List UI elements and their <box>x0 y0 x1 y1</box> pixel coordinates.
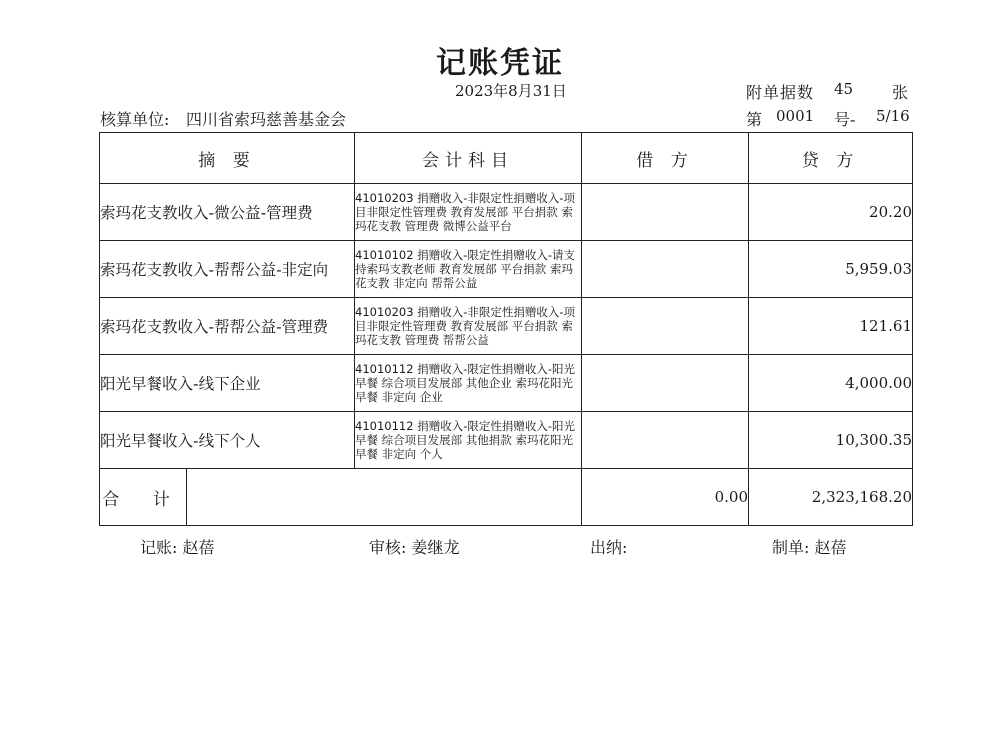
voucher-page: 5/16 <box>876 107 910 125</box>
total-cell <box>100 469 582 526</box>
voucher-number: 0001 <box>776 107 815 125</box>
attachments-unit: 张 <box>892 83 909 102</box>
table-row <box>100 298 913 355</box>
row-credit: 20.20 <box>749 184 913 241</box>
cashier-signature: 出纳: <box>590 538 628 557</box>
row-debit <box>582 184 749 241</box>
voucher-table <box>99 132 913 526</box>
table-row <box>100 412 913 469</box>
row-subject: 41010112 捐赠收入-限定性捐赠收入-阳光早餐 综合项目发展部 其他企业 索玛花阳光早餐 非定向 企业 <box>355 355 582 412</box>
row-debit <box>582 241 749 298</box>
table-row <box>100 355 913 412</box>
attachments-label: 附单据数 <box>746 83 815 102</box>
row-summary: 索玛花支教收入-帮帮公益-管理费 <box>100 298 355 355</box>
header-summary: 摘 要 <box>100 133 355 184</box>
total-credit: 2,323,168.20 <box>749 469 913 526</box>
accounting-unit-value: 四川省索玛慈善基金会 <box>186 110 347 129</box>
accounting-unit-label: 核算单位: <box>100 110 170 129</box>
row-subject: 41010203 捐赠收入-非限定性捐赠收入-项目非限定性管理费 教育发展部 平台捐款 索玛花支教 管理费 微博公益平台 <box>355 184 582 241</box>
row-credit: 121.61 <box>749 298 913 355</box>
reviewer-signature: 审核: 姜继龙 <box>369 538 460 557</box>
voucher-number-suffix: 号- <box>834 110 856 129</box>
header-debit: 借 方 <box>582 133 749 184</box>
header-subject: 会计科目 <box>355 133 582 184</box>
table-header-row <box>100 133 913 184</box>
attachments-count: 45 <box>834 80 854 98</box>
total-debit: 0.00 <box>582 469 749 526</box>
row-debit <box>582 298 749 355</box>
row-summary: 阳光早餐收入-线下个人 <box>100 412 355 469</box>
voucher-number-label: 第 <box>746 110 763 129</box>
total-blank <box>187 469 581 525</box>
row-credit: 5,959.03 <box>749 241 913 298</box>
row-summary: 索玛花支教收入-微公益-管理费 <box>100 184 355 241</box>
voucher-title: 记账凭证 <box>436 46 564 81</box>
row-subject: 41010112 捐赠收入-限定性捐赠收入-阳光早餐 综合项目发展部 其他捐款 索玛花阳光早餐 非定向 个人 <box>355 412 582 469</box>
row-subject: 41010203 捐赠收入-非限定性捐赠收入-项目非限定性管理费 教育发展部 平台捐款 索玛花支教 管理费 帮帮公益 <box>355 298 582 355</box>
row-summary: 阳光早餐收入-线下企业 <box>100 355 355 412</box>
row-credit: 4,000.00 <box>749 355 913 412</box>
row-debit <box>582 412 749 469</box>
row-credit: 10,300.35 <box>749 412 913 469</box>
total-label: 合 计 <box>100 469 187 525</box>
preparer-signature: 制单: 赵蓓 <box>772 538 847 557</box>
table-row <box>100 241 913 298</box>
row-subject: 41010102 捐赠收入-限定性捐赠收入-请支持索玛支教老师 教育发展部 平台捐款 索玛花支教 非定向 帮帮公益 <box>355 241 582 298</box>
header-credit: 贷 方 <box>749 133 913 184</box>
table-row <box>100 184 913 241</box>
total-row <box>100 469 913 526</box>
row-summary: 索玛花支教收入-帮帮公益-非定向 <box>100 241 355 298</box>
voucher-date: 2023年8月31日 <box>455 82 567 100</box>
bookkeeper-signature: 记账: 赵蓓 <box>140 538 215 557</box>
row-debit <box>582 355 749 412</box>
